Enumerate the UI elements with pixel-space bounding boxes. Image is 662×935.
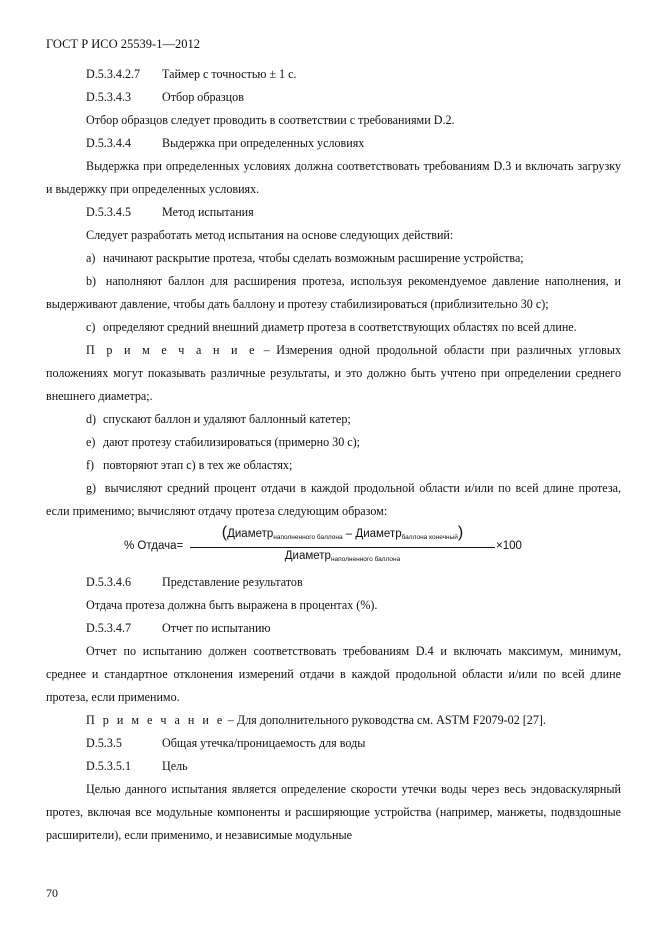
section-heading: [46, 86, 621, 109]
section-heading: [46, 571, 621, 594]
section-group-2: [46, 571, 621, 709]
section-heading: [46, 617, 621, 640]
formula-multiplier: ×100: [496, 540, 522, 552]
formula-open-paren: (: [221, 524, 228, 541]
paragraph: Отбор образцов следует проводить в соответствии с требованиями D.2.: [86, 113, 455, 127]
list-marker: d): [86, 412, 97, 426]
section-title: Представление результатов: [162, 575, 303, 589]
formula-numerator: [190, 524, 495, 548]
page-body: [46, 63, 621, 847]
section-title: Отбор образцов: [162, 90, 244, 104]
section-heading: [46, 201, 621, 224]
list-item-text: начинают раскрытие протеза, чтобы сделать возможным расширение устройства;: [103, 251, 524, 265]
list-item: [46, 316, 621, 339]
paragraph: Отдача протеза должна быть выражена в процентах (%).: [86, 598, 378, 612]
paragraph: Следует разработать метод испытания на основе следующих действий:: [86, 228, 454, 242]
note: [46, 709, 621, 732]
list-item: [46, 270, 621, 316]
list-item: [46, 477, 621, 523]
section-heading: [46, 755, 621, 778]
section-title: Выдержка при определенных условиях: [162, 136, 365, 150]
list-item: [46, 408, 621, 431]
list-marker: g): [86, 481, 97, 495]
list-marker: a): [86, 251, 96, 265]
note-label: П р и м е ч а н и е: [86, 713, 225, 727]
page-number: 70: [46, 886, 58, 900]
list-item: [46, 247, 621, 270]
list-item-text: спускают баллон и удаляют баллонный катетер;: [103, 412, 351, 426]
list-item: [46, 454, 621, 477]
formula-minus: –: [342, 528, 356, 540]
list-marker: e): [86, 435, 96, 449]
formula-label: % Отдача=: [124, 540, 184, 552]
section-heading: [46, 732, 621, 755]
steps-list: [46, 408, 621, 523]
section-number: D.5.3.4.3: [86, 90, 132, 104]
formula-term2: Диаметр: [355, 528, 402, 540]
paragraph: Выдержка при определенных условиях должна соответствовать требованиям D.3 и включать загрузку и выдержку при определенных условиях.: [46, 159, 621, 196]
note-label: П р и м е ч а н и е: [86, 343, 257, 357]
list-marker: f): [86, 458, 95, 472]
list-marker: c): [86, 320, 96, 334]
formula-term2-sub: баллона конечный: [401, 534, 458, 541]
list-item-text: повторяют этап c) в тех же областях;: [103, 458, 293, 472]
section-title: Отчет по испытанию: [162, 621, 271, 635]
formula-term1-sub: наполненного баллона: [273, 534, 343, 541]
formula-den-term: Диаметр: [284, 550, 331, 562]
note: [46, 339, 621, 408]
section-group-1: [46, 63, 621, 339]
section-title: Общая утечка/проницаемость для воды: [162, 736, 366, 750]
list-item-text: дают протезу стабилизироваться (примерно 30 с);: [103, 435, 361, 449]
section-number: D.5.3.5: [86, 736, 122, 750]
section-number: D.5.3.4.7: [86, 621, 132, 635]
formula-denominator: [190, 548, 495, 568]
section-heading: [46, 132, 621, 155]
formula-term1: Диаметр: [227, 528, 274, 540]
section-number: D.5.3.4.6: [86, 575, 132, 589]
list-marker: b): [86, 274, 97, 288]
formula-fraction: [190, 524, 495, 568]
section-number: D.5.3.4.5: [86, 205, 132, 219]
section-title: Цель: [162, 759, 188, 773]
note-text: – Для дополнительного руководства см. ASTM F2079-02 [27].: [224, 713, 546, 727]
list-item-text: вычисляют средний процент отдачи в каждой продольной области и/или по всей длине протеза, если применимо; вычисляют отдачу протеза следующим образом:: [46, 481, 621, 518]
paragraph: Отчет по испытанию должен соответствовать требованиям D.4 и включать максимум, минимум, среднее и стандартное отклонения измерений отдачи в каждой продольной области и/или по всей длине протеза, если применимо.: [46, 644, 621, 704]
section-number: D.5.3.4.4: [86, 136, 132, 150]
note-text: – Измерения одной продольной области при различных угловых положениях могут показывать различные результаты, и это должно быть учтено при определении среднего внешнего диаметра;.: [46, 343, 621, 403]
list-item-text: определяют средний внешний диаметр протеза в соответствующих областях по всей длине.: [103, 320, 577, 334]
section-title: Таймер с точностью ± 1 с.: [162, 67, 297, 81]
formula-close-paren: ): [457, 524, 464, 541]
recoil-formula: [46, 523, 621, 571]
section-group-3: [46, 732, 621, 847]
list-item-text: наполняют баллон для расширения протеза, используя рекомендуемое давление наполнения, и выдерживают давление, чтобы дать баллону и протезу стабилизироваться (приблизительно 30 с);: [46, 274, 621, 311]
list-item: [46, 431, 621, 454]
section-number: D.5.3.5.1: [86, 759, 132, 773]
paragraph: Целью данного испытания является определение скорости утечки воды через весь эндоваскулярный протез, включая все модульные компоненты и расширяющие устройства (например, манжеты, подвздошные расширители), если применимо, и независимые модульные: [46, 782, 621, 842]
section-heading: [46, 63, 621, 86]
page-header: ГОСТ Р ИСО 25539-1—2012: [46, 37, 200, 51]
section-number: D.5.3.4.2.7: [86, 67, 141, 81]
formula-den-sub: наполненного баллона: [330, 556, 401, 563]
section-title: Метод испытания: [162, 205, 254, 219]
